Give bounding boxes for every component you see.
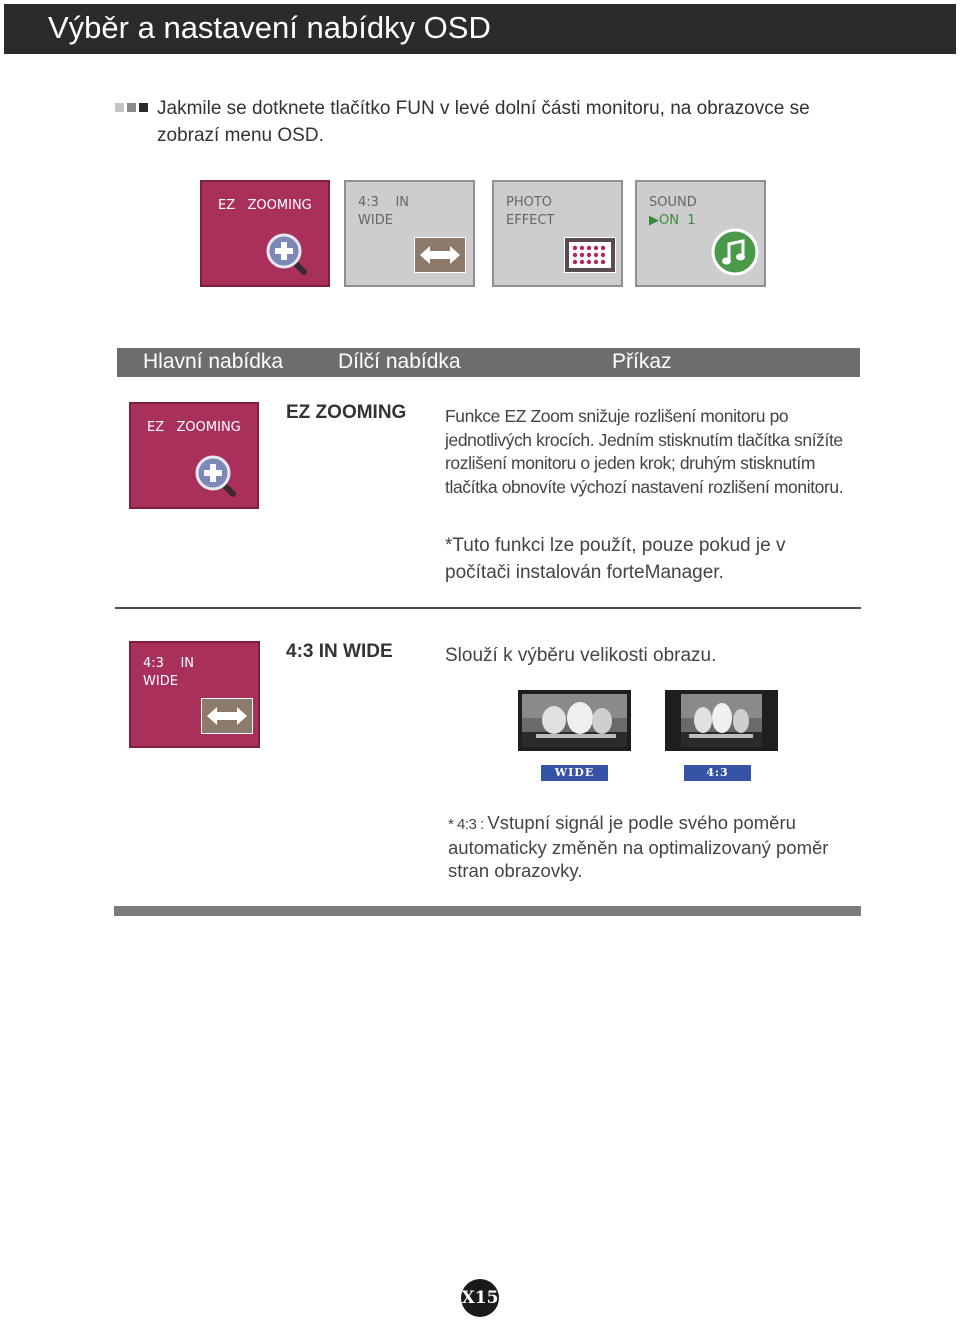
- mode-label-wide: WIDE: [541, 765, 608, 781]
- music-note-icon: [711, 228, 759, 280]
- ez-zoom-description: Funkce EZ Zoom snižuje rozlišení monitoru po jednotlivých krocích. Jedním stisknutím tlačítka snížíte rozlišení monitoru o jeden krok; druhým stisknutím tlačítka obnovíte výchozí nastavení rozlišení monitoru.: [445, 406, 844, 497]
- osd-tile-sound[interactable]: [635, 180, 766, 287]
- header-main-menu: Hlavní nabídka: [143, 350, 284, 373]
- bullet-squares-icon: [115, 103, 148, 112]
- submenu-4-3-in-wide: 4:3 IN WIDE: [286, 641, 393, 662]
- dot-grid-icon: [564, 237, 616, 277]
- section-end-bar: [114, 906, 861, 916]
- osd-tile-ez-zooming[interactable]: [200, 180, 330, 287]
- table-header: [117, 348, 860, 377]
- divider: [115, 607, 861, 609]
- osd-tile-label: PHOTO EFFECT: [506, 195, 555, 228]
- zoom-in-icon: [193, 454, 241, 502]
- menu-tile-label: 4:3 IN WIDE: [143, 656, 195, 689]
- osd-tile-label: 4:3 IN WIDE: [358, 195, 410, 228]
- intro-text: Jakmile se dotknete tlačítko FUN v levé dolní části monitoru, na obrazovce se zobrazí menu OSD.: [157, 98, 810, 146]
- submenu-ez-zooming: EZ ZOOMING: [286, 402, 407, 423]
- wide-mode-screen-image: [518, 690, 631, 751]
- osd-tile-4-3-in-wide[interactable]: [344, 180, 475, 287]
- osd-tile-photo-effect[interactable]: [492, 180, 623, 287]
- double-arrow-icon: [201, 698, 253, 738]
- osd-tile-label: SOUND ▶ON 1: [649, 195, 697, 228]
- wide-description: Slouží k výběru velikosti obrazu.: [445, 645, 717, 666]
- osd-tile-label: EZ ZOOMING: [218, 198, 312, 213]
- menu-tile-label: EZ ZOOMING: [147, 420, 241, 435]
- ez-zoom-note: *Tuto funkci lze použít, pouze pokud je v počítači instalován forteManager.: [445, 535, 786, 583]
- page-title: Výběr a nastavení nabídky OSD: [48, 10, 491, 45]
- menu-tile-ez-zooming: [129, 402, 259, 509]
- zoom-in-icon: [264, 232, 312, 280]
- mode-label-4-3: 4:3: [684, 765, 751, 781]
- wide-footnote: * 4:3 : Vstupní signál je podle svého poměru automaticky změněn na optimalizovaný poměr stran obrazovky.: [448, 812, 829, 881]
- header-command: Příkaz: [612, 350, 672, 373]
- header-submenu: Dílčí nabídka: [338, 350, 461, 373]
- double-arrow-icon: [414, 237, 466, 277]
- menu-tile-4-3-in-wide: [129, 641, 260, 748]
- 4-3-mode-screen-image: [665, 690, 778, 751]
- page-number: X15: [461, 1279, 499, 1317]
